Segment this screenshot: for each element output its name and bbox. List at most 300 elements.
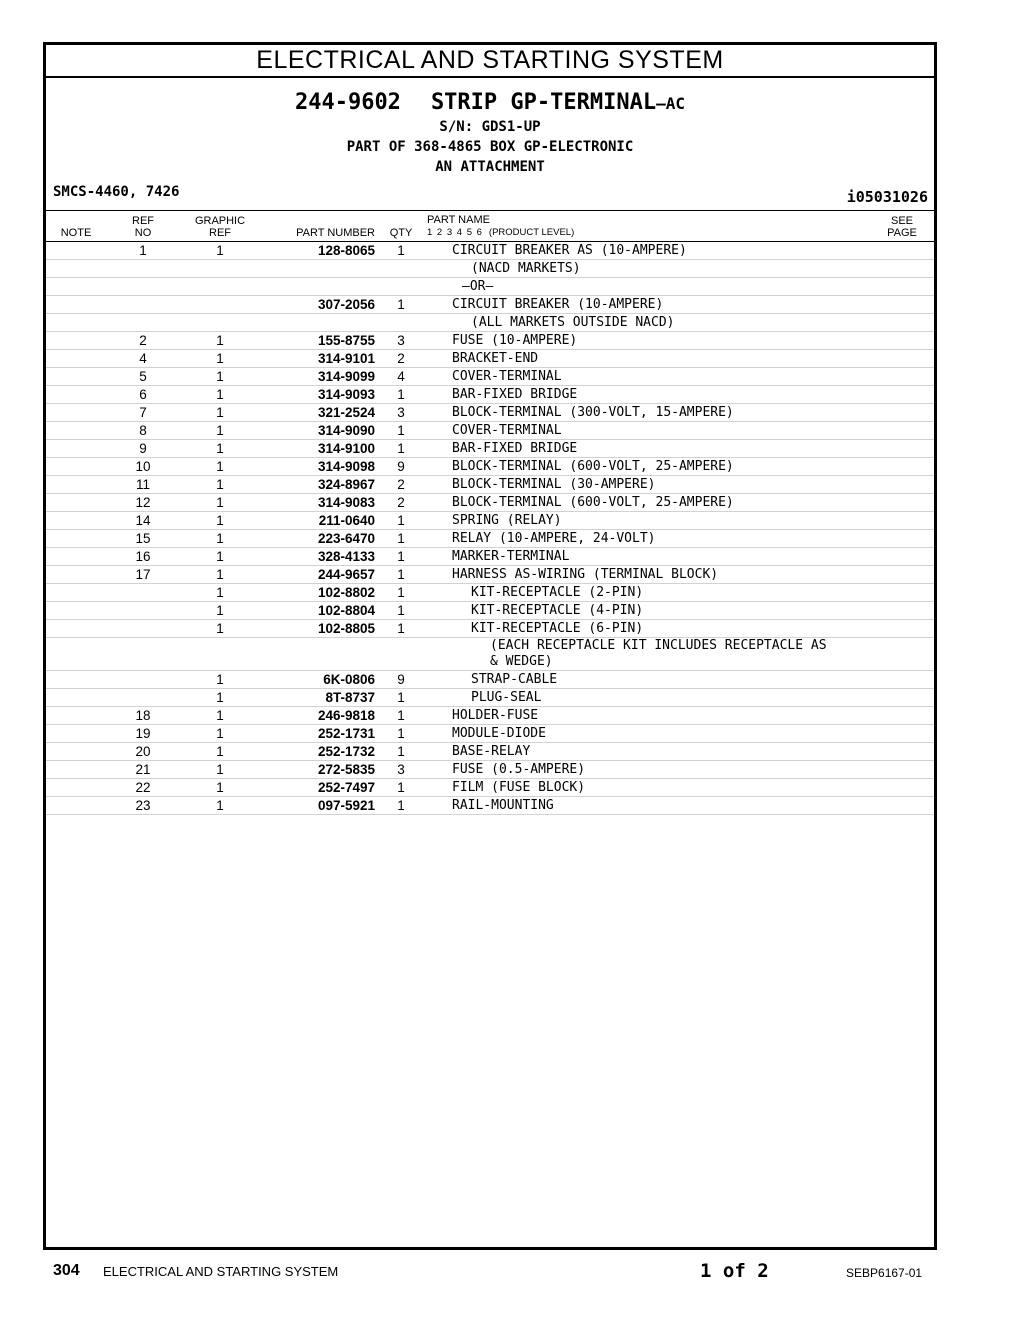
ref-no-cell: 12 xyxy=(106,494,180,512)
graphic-ref-cell: 1 xyxy=(180,566,260,584)
see-page-cell xyxy=(870,671,934,689)
part-name-line: BAR-FIXED BRIDGE xyxy=(452,441,578,456)
graphic-ref-cell: 1 xyxy=(180,512,260,530)
qty-cell: 1 xyxy=(381,797,421,815)
note-cell xyxy=(46,314,106,332)
part-name-cell xyxy=(421,584,870,602)
graphic-ref-cell xyxy=(180,314,260,332)
see-page-cell xyxy=(870,566,934,584)
header-part-number: PART NUMBER xyxy=(260,211,381,242)
ref-no-cell xyxy=(106,638,180,671)
ref-no-cell: 9 xyxy=(106,440,180,458)
part-name-cell xyxy=(421,530,870,548)
part-name-cell xyxy=(421,260,870,278)
table-row xyxy=(46,260,934,278)
part-number-cell: 097-5921 xyxy=(260,797,381,815)
ref-no-cell: 4 xyxy=(106,350,180,368)
part-name-cell xyxy=(421,440,870,458)
part-name-line: BLOCK-TERMINAL (600-VOLT, 25-AMPERE) xyxy=(452,495,734,510)
part-name-line: COVER-TERMINAL xyxy=(452,423,562,438)
graphic-ref-cell: 1 xyxy=(180,422,260,440)
qty-cell: 1 xyxy=(381,440,421,458)
part-name-text xyxy=(452,369,870,385)
part-name-text xyxy=(452,513,870,529)
part-name-text xyxy=(452,477,870,493)
table-row xyxy=(46,548,934,566)
part-number-cell: 8T-8737 xyxy=(260,689,381,707)
note-cell xyxy=(46,404,106,422)
part-name-text xyxy=(452,780,870,796)
note-cell xyxy=(46,332,106,350)
qty-cell: 1 xyxy=(381,584,421,602)
table-row xyxy=(46,584,934,602)
part-name-line: MARKER-TERMINAL xyxy=(452,549,570,564)
footer-doc-number: SEBP6167-01 xyxy=(846,1266,923,1280)
table-row xyxy=(46,368,934,386)
part-name-cell xyxy=(421,278,870,296)
qty-cell: 1 xyxy=(381,548,421,566)
ref-no-cell: 6 xyxy=(106,386,180,404)
footer-sheet: 1 of 2 xyxy=(700,1260,769,1282)
part-name-text xyxy=(452,441,870,457)
ref-no-cell xyxy=(106,671,180,689)
qty-cell: 1 xyxy=(381,242,421,260)
part-name-line: MODULE-DIODE xyxy=(452,726,546,741)
ref-no-cell xyxy=(106,314,180,332)
ref-no-cell: 11 xyxy=(106,476,180,494)
ref-no-cell: 17 xyxy=(106,566,180,584)
ref-no-cell: 20 xyxy=(106,743,180,761)
see-page-cell xyxy=(870,494,934,512)
part-name-text xyxy=(452,387,870,403)
note-cell xyxy=(46,278,106,296)
part-name-line: PLUG-SEAL xyxy=(471,690,542,705)
note-cell xyxy=(46,350,106,368)
table-row xyxy=(46,779,934,797)
qty-cell xyxy=(381,278,421,296)
header-graphic-ref xyxy=(180,211,260,242)
note-cell xyxy=(46,707,106,725)
graphic-ref-cell: 1 xyxy=(180,743,260,761)
part-name-text xyxy=(452,279,870,295)
note-cell xyxy=(46,584,106,602)
note-cell xyxy=(46,368,106,386)
see-page-cell xyxy=(870,404,934,422)
part-name-text xyxy=(452,459,870,475)
see-page-cell xyxy=(870,296,934,314)
part-name-line: RELAY (10-AMPERE, 24-VOLT) xyxy=(452,531,656,546)
qty-cell: 1 xyxy=(381,566,421,584)
see-page-cell xyxy=(870,242,934,260)
attachment-line: AN ATTACHMENT xyxy=(435,159,545,175)
see-page-cell xyxy=(870,602,934,620)
part-name-text xyxy=(452,621,870,637)
note-cell xyxy=(46,296,106,314)
part-name-text xyxy=(452,726,870,742)
graphic-ref-cell: 1 xyxy=(180,602,260,620)
table-header-row xyxy=(46,211,934,242)
note-cell xyxy=(46,476,106,494)
qty-cell: 2 xyxy=(381,350,421,368)
part-name-line: BLOCK-TERMINAL (600-VOLT, 25-AMPERE) xyxy=(452,459,734,474)
part-name-line: BRACKET-END xyxy=(452,351,539,366)
part-name-cell xyxy=(421,638,870,671)
part-name-line: KIT-RECEPTACLE (4-PIN) xyxy=(471,603,644,618)
part-name-line: (NACD MARKETS) xyxy=(471,261,581,276)
table-row xyxy=(46,422,934,440)
part-name-cell xyxy=(421,725,870,743)
part-number-cell: 252-1731 xyxy=(260,725,381,743)
see-page-cell xyxy=(870,386,934,404)
serial-number: S/N: GDS1-UP xyxy=(439,119,541,135)
part-number-cell xyxy=(260,260,381,278)
part-name-cell xyxy=(421,386,870,404)
part-number-cell: 128-8065 xyxy=(260,242,381,260)
footer-page-number: 304 xyxy=(53,1262,80,1279)
part-number-cell: 155-8755 xyxy=(260,332,381,350)
graphic-ref-cell: 1 xyxy=(180,689,260,707)
note-cell xyxy=(46,386,106,404)
header-note: NOTE xyxy=(46,211,106,242)
graphic-ref-cell: 1 xyxy=(180,386,260,404)
part-number-cell xyxy=(260,638,381,671)
part-name-line: SPRING (RELAY) xyxy=(452,513,562,528)
qty-cell xyxy=(381,314,421,332)
see-page-cell xyxy=(870,548,934,566)
note-cell xyxy=(46,761,106,779)
ref-no-cell: 16 xyxy=(106,548,180,566)
ref-no-cell xyxy=(106,278,180,296)
header-ref-no-line2: NO xyxy=(134,227,152,239)
part-name-cell xyxy=(421,332,870,350)
part-name-cell xyxy=(421,350,870,368)
ref-no-cell: 23 xyxy=(106,797,180,815)
part-name-text xyxy=(452,333,870,349)
footer-section: ELECTRICAL AND STARTING SYSTEM xyxy=(103,1264,339,1279)
part-name-cell xyxy=(421,743,870,761)
part-name-cell xyxy=(421,512,870,530)
qty-cell: 2 xyxy=(381,494,421,512)
part-name-text xyxy=(452,762,870,778)
header-see-page-line1: SEE xyxy=(890,215,913,227)
part-name-cell xyxy=(421,242,870,260)
note-cell xyxy=(46,689,106,707)
ref-no-cell: 10 xyxy=(106,458,180,476)
qty-cell: 1 xyxy=(381,296,421,314)
part-name-text xyxy=(452,798,870,814)
part-name-cell xyxy=(421,548,870,566)
part-name-text xyxy=(452,405,870,421)
graphic-ref-cell: 1 xyxy=(180,368,260,386)
graphic-ref-cell: 1 xyxy=(180,797,260,815)
part-number-cell: 321-2524 xyxy=(260,404,381,422)
part-name-text xyxy=(452,744,870,760)
graphic-ref-cell: 1 xyxy=(180,404,260,422)
qty-cell xyxy=(381,260,421,278)
part-name-text xyxy=(452,243,870,259)
part-number-cell: 6K-0806 xyxy=(260,671,381,689)
note-cell xyxy=(46,743,106,761)
part-name-line: BASE-RELAY xyxy=(452,744,531,759)
note-cell xyxy=(46,638,106,671)
part-of-line: PART OF 368-4865 BOX GP-ELECTRONIC xyxy=(346,139,634,155)
header-part-name xyxy=(421,211,870,242)
table-row xyxy=(46,743,934,761)
table-row xyxy=(46,458,934,476)
qty-cell: 1 xyxy=(381,422,421,440)
graphic-ref-cell: 1 xyxy=(180,779,260,797)
header-graphic-ref-line1: GRAPHIC xyxy=(194,215,246,227)
table-row xyxy=(46,332,934,350)
part-name-line: BAR-FIXED BRIDGE xyxy=(452,387,578,402)
note-cell xyxy=(46,458,106,476)
header-ref-no xyxy=(106,211,180,242)
part-name-text xyxy=(452,672,870,688)
graphic-ref-cell: 1 xyxy=(180,476,260,494)
graphic-ref-cell: 1 xyxy=(180,548,260,566)
parts-table xyxy=(46,211,934,815)
product-level-label: (PRODUCT LEVEL) xyxy=(488,227,575,238)
part-name-line: KIT-RECEPTACLE (6-PIN) xyxy=(471,621,644,636)
note-cell xyxy=(46,440,106,458)
graphic-ref-cell: 1 xyxy=(180,761,260,779)
part-number-cell: 272-5835 xyxy=(260,761,381,779)
part-number-cell: 211-0640 xyxy=(260,512,381,530)
part-name-line: CIRCUIT BREAKER (10-AMPERE) xyxy=(452,297,664,312)
part-name-text xyxy=(452,423,870,439)
group-number: 244-9602 xyxy=(294,90,401,115)
note-cell xyxy=(46,260,106,278)
part-name-line: BLOCK-TERMINAL (30-AMPERE) xyxy=(452,477,656,492)
table-row xyxy=(46,440,934,458)
qty-cell: 1 xyxy=(381,530,421,548)
part-name-line: KIT-RECEPTACLE (2-PIN) xyxy=(471,585,644,600)
part-name-text xyxy=(452,585,870,601)
header-graphic-ref-line2: REF xyxy=(209,227,231,239)
part-name-line: FILM (FUSE BLOCK) xyxy=(452,780,586,795)
note-cell xyxy=(46,422,106,440)
ref-no-cell: 7 xyxy=(106,404,180,422)
part-name-text xyxy=(452,549,870,565)
part-name-cell xyxy=(421,296,870,314)
note-cell xyxy=(46,779,106,797)
parts-table-body xyxy=(46,242,934,815)
qty-cell: 1 xyxy=(381,707,421,725)
qty-cell: 1 xyxy=(381,512,421,530)
qty-cell: 3 xyxy=(381,761,421,779)
part-number-cell: 314-9098 xyxy=(260,458,381,476)
group-title xyxy=(46,90,934,117)
part-name-cell xyxy=(421,422,870,440)
part-number-cell: 252-1732 xyxy=(260,743,381,761)
part-number-cell: 307-2056 xyxy=(260,296,381,314)
see-page-cell xyxy=(870,689,934,707)
table-row xyxy=(46,350,934,368)
part-name-cell xyxy=(421,566,870,584)
see-page-cell xyxy=(870,332,934,350)
part-name-cell xyxy=(421,707,870,725)
table-row xyxy=(46,566,934,584)
table-row xyxy=(46,476,934,494)
part-number-cell: 314-9090 xyxy=(260,422,381,440)
header-part-name-label: PART NAME xyxy=(427,214,490,226)
see-page-cell xyxy=(870,707,934,725)
product-level-numbers: 1 2 3 4 5 6 xyxy=(427,227,483,238)
see-page-cell xyxy=(870,440,934,458)
note-cell xyxy=(46,548,106,566)
part-number-cell: 324-8967 xyxy=(260,476,381,494)
graphic-ref-cell: 1 xyxy=(180,620,260,638)
qty-cell xyxy=(381,638,421,671)
part-number-cell: 244-9657 xyxy=(260,566,381,584)
note-cell xyxy=(46,797,106,815)
note-cell xyxy=(46,530,106,548)
graphic-ref-cell: 1 xyxy=(180,350,260,368)
graphic-ref-cell xyxy=(180,278,260,296)
see-page-cell xyxy=(870,779,934,797)
part-name-line: FUSE (10-AMPERE) xyxy=(452,333,578,348)
ref-no-cell: 18 xyxy=(106,707,180,725)
product-levels xyxy=(427,227,574,238)
part-name-line: STRAP-CABLE xyxy=(471,672,558,687)
part-name-text xyxy=(452,261,870,277)
table-row xyxy=(46,689,934,707)
ref-no-cell xyxy=(106,689,180,707)
smcs-code: SMCS-4460, 7426 xyxy=(53,184,180,200)
ref-no-cell: 22 xyxy=(106,779,180,797)
part-name-text xyxy=(452,567,870,583)
part-name-cell xyxy=(421,797,870,815)
qty-cell: 1 xyxy=(381,689,421,707)
graphic-ref-cell: 1 xyxy=(180,440,260,458)
table-row xyxy=(46,512,934,530)
part-number-cell: 246-9818 xyxy=(260,707,381,725)
part-name-line: (EACH RECEPTACLE KIT INCLUDES RECEPTACLE AS xyxy=(490,638,827,653)
part-name-text xyxy=(452,638,870,670)
page-footer xyxy=(0,1258,1020,1288)
see-page-cell xyxy=(870,260,934,278)
graphic-ref-cell: 1 xyxy=(180,530,260,548)
see-page-cell xyxy=(870,458,934,476)
part-number-cell xyxy=(260,278,381,296)
part-number-cell: 102-8802 xyxy=(260,584,381,602)
part-name-line: CIRCUIT BREAKER AS (10-AMPERE) xyxy=(452,243,687,258)
graphic-ref-cell: 1 xyxy=(180,707,260,725)
header-see-page xyxy=(870,211,934,242)
graphic-ref-cell: 1 xyxy=(180,725,260,743)
page-frame xyxy=(43,42,937,1250)
qty-cell: 1 xyxy=(381,602,421,620)
table-row xyxy=(46,602,934,620)
see-page-cell xyxy=(870,797,934,815)
part-name-cell xyxy=(421,779,870,797)
ref-no-cell: 15 xyxy=(106,530,180,548)
part-name-line: RAIL-MOUNTING xyxy=(452,798,554,813)
note-cell xyxy=(46,242,106,260)
see-page-cell xyxy=(870,620,934,638)
note-cell xyxy=(46,725,106,743)
part-name-cell xyxy=(421,458,870,476)
see-page-cell xyxy=(870,530,934,548)
part-name-cell xyxy=(421,476,870,494)
ref-no-cell xyxy=(106,260,180,278)
note-cell xyxy=(46,620,106,638)
see-page-cell xyxy=(870,314,934,332)
note-cell xyxy=(46,494,106,512)
part-number-cell: 314-9083 xyxy=(260,494,381,512)
part-name-cell xyxy=(421,404,870,422)
group-header xyxy=(46,78,934,211)
graphic-ref-cell: 1 xyxy=(180,458,260,476)
graphic-ref-cell: 1 xyxy=(180,332,260,350)
table-row xyxy=(46,707,934,725)
part-name-text xyxy=(452,531,870,547)
part-name-cell xyxy=(421,368,870,386)
see-page-cell xyxy=(870,368,934,386)
note-cell xyxy=(46,566,106,584)
see-page-cell xyxy=(870,743,934,761)
part-number-cell: 328-4133 xyxy=(260,548,381,566)
note-cell xyxy=(46,602,106,620)
header-ref-no-line1: REF xyxy=(132,215,154,227)
part-number-cell: 314-9093 xyxy=(260,386,381,404)
see-page-cell xyxy=(870,638,934,671)
part-name-line: COVER-TERMINAL xyxy=(452,369,562,384)
ref-no-cell: 21 xyxy=(106,761,180,779)
table-row xyxy=(46,638,934,671)
part-name-line: HARNESS AS-WIRING (TERMINAL BLOCK) xyxy=(452,567,719,582)
graphic-ref-cell: 1 xyxy=(180,671,260,689)
part-name-line: —OR— xyxy=(462,279,494,294)
qty-cell: 1 xyxy=(381,779,421,797)
part-number-cell: 252-7497 xyxy=(260,779,381,797)
part-name-text xyxy=(452,708,870,724)
see-page-cell xyxy=(870,761,934,779)
ref-no-cell: 1 xyxy=(106,242,180,260)
qty-cell: 9 xyxy=(381,458,421,476)
see-page-cell xyxy=(870,476,934,494)
table-row xyxy=(46,404,934,422)
part-name-cell xyxy=(421,761,870,779)
part-number-cell: 102-8805 xyxy=(260,620,381,638)
part-name-line: FUSE (0.5-AMPERE) xyxy=(452,762,586,777)
group-suffix: —AC xyxy=(656,94,686,113)
section-title: ELECTRICAL AND STARTING SYSTEM xyxy=(46,45,934,78)
see-page-cell xyxy=(870,422,934,440)
part-name-text xyxy=(452,351,870,367)
table-row xyxy=(46,671,934,689)
ref-no-cell xyxy=(106,620,180,638)
graphic-ref-cell: 1 xyxy=(180,494,260,512)
part-name-cell xyxy=(421,671,870,689)
qty-cell: 1 xyxy=(381,386,421,404)
ref-no-cell: 19 xyxy=(106,725,180,743)
header-qty: QTY xyxy=(381,211,421,242)
see-page-cell xyxy=(870,584,934,602)
see-page-cell xyxy=(870,725,934,743)
part-name-cell xyxy=(421,602,870,620)
part-number-cell: 314-9100 xyxy=(260,440,381,458)
ref-no-cell: 5 xyxy=(106,368,180,386)
graphic-ref-cell xyxy=(180,296,260,314)
qty-cell: 1 xyxy=(381,620,421,638)
part-name-cell xyxy=(421,314,870,332)
table-row xyxy=(46,725,934,743)
qty-cell: 2 xyxy=(381,476,421,494)
qty-cell: 3 xyxy=(381,332,421,350)
see-page-cell xyxy=(870,512,934,530)
part-number-cell xyxy=(260,314,381,332)
